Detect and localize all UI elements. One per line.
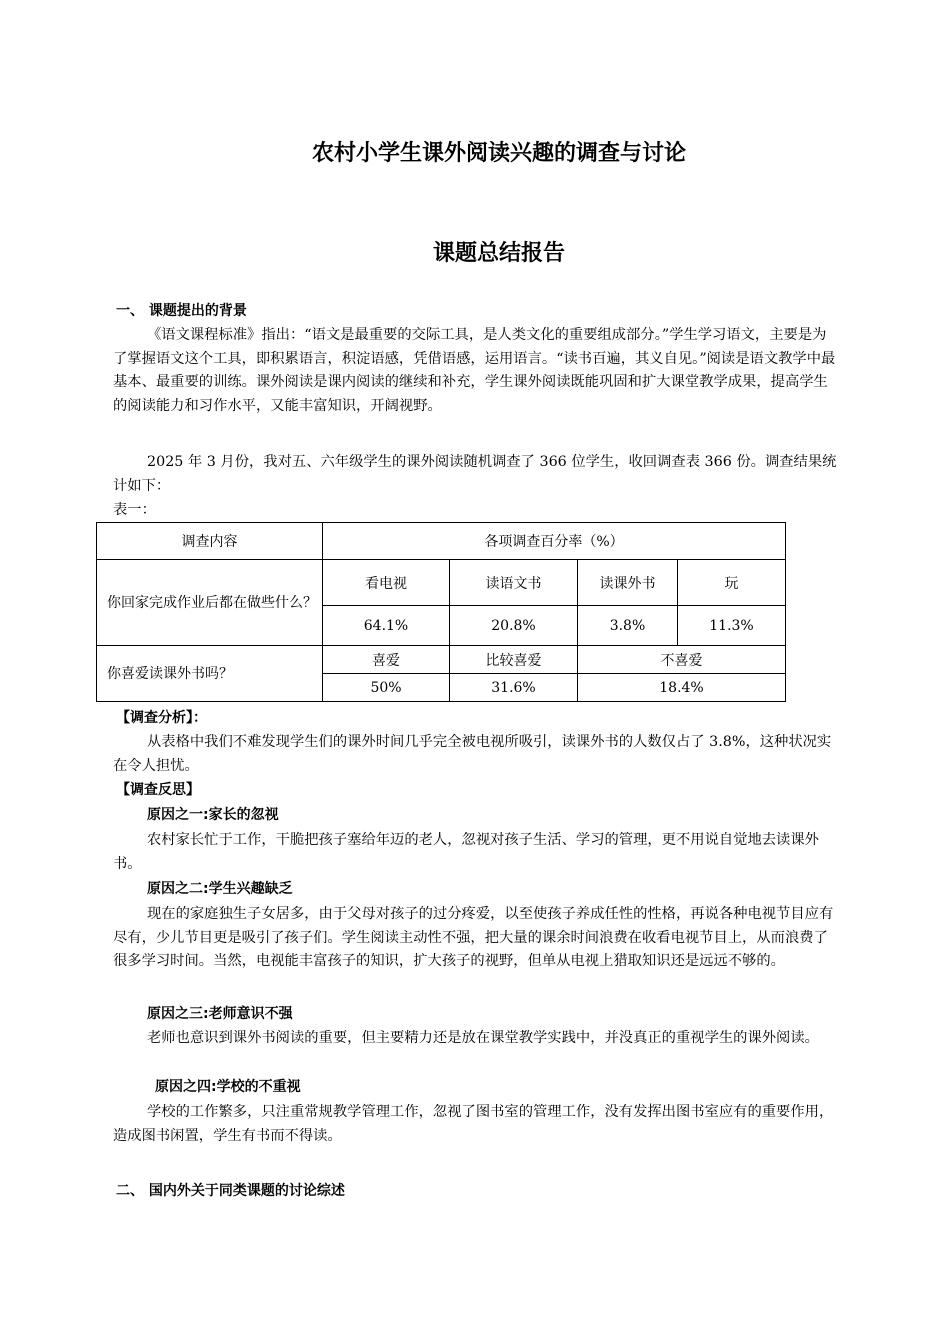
q1-option-tv: 看电视 [323, 560, 450, 606]
q2-value-like: 50% [323, 674, 450, 702]
section1-heading: 一、 课题提出的背景 [116, 303, 247, 319]
header-survey-content: 调查内容 [97, 523, 323, 560]
reason-1-title: 原因之一:家长的忽视 [147, 807, 279, 823]
reason-2-text: 现在的家庭独生子女居多，由于父母对孩子的过分疼爱，以至使孩子养成任性的性格，再说各种电视节目应有尽有，少儿节目更是吸引了孩子们。学生阅读主动性不强，把大量的课余时间浪费在收看电视节目上，从而浪费了很多学习时间。当然，电视能丰富孩子的知识，扩大孩子的视野，但单从电视上猎取知识还是远远不够的。 [113, 906, 834, 969]
q1-value-extracurricular-book: 3.8% [578, 606, 678, 646]
question-1: 你回家完成作业后都在做些什么？ [97, 560, 323, 646]
reason-4-text: 学校的工作繁多，只注重常规教学管理工作，忽视了图书室的管理工作，没有发挥出图书室应有的重要作用，造成图书闲置，学生有书而不得读。 [113, 1104, 834, 1144]
document-subtitle: 课题总结报告 [432, 241, 565, 266]
reason-1-text: 农村家长忙于工作，干脆把孩子塞给年迈的老人，忽视对孩子生活、学习的管理，更不用说自觉地去读课外书。 [113, 832, 819, 872]
q2-option-like: 喜爱 [323, 646, 450, 674]
reason-4-title: 原因之四:学校的不重视 [155, 1079, 301, 1095]
table-row [97, 646, 786, 674]
q2-option-somewhat-like: 比较喜爱 [450, 646, 578, 674]
q2-value-dislike: 18.4% [578, 674, 786, 702]
reason-3-title: 原因之三:老师意识不强 [147, 1006, 293, 1022]
q2-value-somewhat-like: 31.6% [450, 674, 578, 702]
question-2: 你喜爱读课外书吗？ [97, 646, 323, 702]
analysis-paragraph: 从表格中我们不难发现学生们的课外时间几乎完全被电视所吸引，读课外书的人数仅占了 3.8%，这种状况实在令人担忧。 [113, 734, 832, 774]
q1-option-extracurricular-book: 读课外书 [578, 560, 678, 606]
section1-paragraph-2: 2025 年 3 月份，我对五、六年级学生的课外阅读随机调查了 366 位学生，收回调查表 366 份。调查结果统计如下： [113, 454, 837, 494]
document-title: 农村小学生课外阅读兴趣的调查与讨论 [311, 141, 686, 166]
reason-2-title: 原因之二:学生兴趣缺乏 [147, 881, 293, 897]
table-row [97, 560, 786, 606]
q1-option-play: 玩 [678, 560, 786, 606]
q1-value-tv: 64.1% [323, 606, 450, 646]
q1-option-chinese-book: 读语文书 [450, 560, 578, 606]
section2-heading: 二、 国内外关于同类课题的讨论综述 [116, 1183, 345, 1199]
reason-3-text: 老师也意识到课外书阅读的重要，但主要精力还是放在课堂教学实践中，并没真正的重视学生的课外阅读。 [147, 1030, 819, 1046]
header-percentage: 各项调查百分率（%） [323, 523, 786, 560]
analysis-heading: 【调查分析】： [116, 710, 207, 726]
table-header-row [97, 523, 786, 560]
survey-table [96, 522, 786, 702]
q2-option-dislike: 不喜爱 [578, 646, 786, 674]
q1-value-play: 11.3% [678, 606, 786, 646]
table-label: 表一： [113, 502, 156, 518]
section1-paragraph-1: 《语文课程标准》指出：“语文是最重要的交际工具，是人类文化的重要组成部分。”学生学习语文，主要是为了掌握语文这个工具，即积累语言，积淀语感，凭借语感，运用语言。“读书百遍，其义自见。”阅读是语文教学中最基本、最重要的训练。课外阅读是课内阅读的继续和补充，学生课外阅读既能巩固和扩大课堂教学成果，提高学生的阅读能力和习作水平，又能丰富知识，开阔视野。 [113, 327, 836, 414]
reflection-heading: 【调查反思】 [116, 782, 200, 798]
q1-value-chinese-book: 20.8% [450, 606, 578, 646]
